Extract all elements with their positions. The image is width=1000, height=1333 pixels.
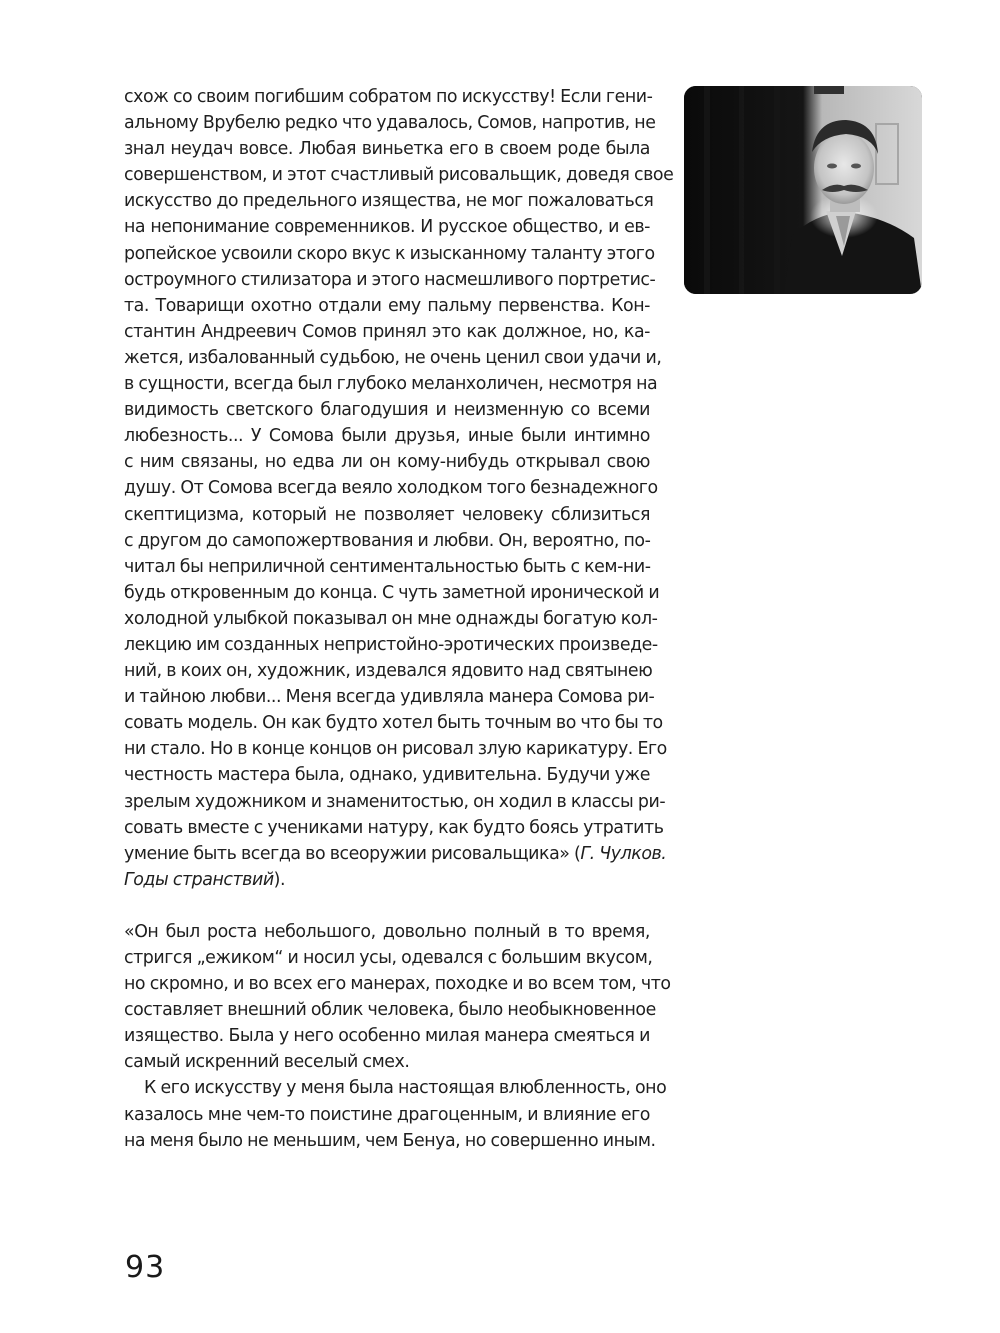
text-line: зрелым художником и знаменитостью, он ходил в классы ри- <box>124 791 666 812</box>
text-line: на непонимание современников. И русское общество, и ев- <box>124 217 650 238</box>
text-line: составляет внешний облик человека, было необыкновенное <box>124 1000 656 1021</box>
text-line: К его искусству у меня была настоящая влюбленность, оно <box>144 1078 667 1099</box>
text-line: стантин Андреевич Сомов принял это как должное, но, ка- <box>124 321 650 342</box>
text-line: остроумного стилизатора и этого насмешливого портретис- <box>124 269 656 290</box>
text-line: но скромно, и во всех его манерах, походке и во всем том, что <box>124 974 671 995</box>
portrait-image-icon <box>684 86 922 294</box>
text-line: казалось мне чем-то поистине драгоценным, и влияние его <box>124 1104 650 1125</box>
text-line: ропейское усвоили скоро вкус к изысканному таланту этого <box>124 243 655 264</box>
text-line-with-citation <box>124 841 667 867</box>
text-line: в сущности, всегда был глубоко меланхоличен, несмотря на <box>124 374 658 395</box>
paragraph-2 <box>124 919 671 1076</box>
text-line: любезность... У Сомова были друзья, иные были интимно <box>124 426 650 447</box>
text-line: стригся „ежиком“ и носил усы, одевался с большим вкусом, <box>124 948 653 968</box>
citation-line <box>124 867 650 893</box>
text-line: самый искренний веселый смех. <box>124 1052 410 1073</box>
text-line: знал неудач вовсе. Любая виньетка его в своем роде была <box>124 139 650 160</box>
text-line: ний, в коих он, художник, издевался ядовито над святынею <box>124 661 653 682</box>
text-line: на меня было не меньшим, чем Бенуа, но совершенно иным. <box>124 1130 656 1151</box>
paragraph-3 <box>124 1075 667 1153</box>
text-line: схож со своим погибшим собратом по искусству! Если гени- <box>124 87 653 107</box>
text-line: жется, избалованный судьбою, не очень ценил свои удачи и, <box>124 347 662 368</box>
text-line: «Он был роста небольшого, довольно полный в то время, <box>124 921 650 942</box>
text-line: будь откровенным до конца. С чуть заметной иронической и <box>124 582 660 603</box>
text-line: совать вместе с учениками натуру, как будто боясь утратить <box>124 817 664 838</box>
text-line: искусство до предельного изящества, не мог пожаловаться <box>124 191 654 212</box>
text-line: холодной улыбкой показывал он мне однажды богатую кол- <box>124 608 658 629</box>
portrait-photo <box>684 86 922 294</box>
paragraph-1 <box>124 84 674 893</box>
text-line: альному Врубелю редко что удавалось, Сомов, напротив, не <box>124 113 656 134</box>
text-line: с другом до самопожертвования и любви. Он, вероятно, по- <box>124 530 651 551</box>
citation-close: ). <box>273 869 286 890</box>
body-text <box>124 84 674 1154</box>
citation-author: Г. Чулков. <box>580 843 667 864</box>
text-line: совершенством, и этот счастливый рисовальщик, доведя свое <box>124 165 674 186</box>
text-line: та. Товарищи охотно отдали ему пальму первенства. Кон- <box>124 295 650 316</box>
text-line: честность мастера была, однако, удивительна. Будучи уже <box>124 765 650 786</box>
text-line: ни стало. Но в конце концов он рисовал злую карикатуру. Его <box>124 739 667 760</box>
paragraph-gap <box>124 893 650 919</box>
citation-title: Годы странствий <box>124 869 274 890</box>
text-line: читал бы неприличной сентиментальностью быть с кем-ни- <box>124 556 651 577</box>
text-line: совать модель. Он как будто хотел быть точным во что бы то <box>124 713 663 734</box>
page-number: 93 <box>125 1250 166 1285</box>
text-line: лекцию им созданных непристойно-эротических произведе- <box>124 634 658 655</box>
text-line: и тайною любви... Меня всегда удивляла манера Сомова ри- <box>124 687 655 708</box>
text-fragment: умение быть всегда во всеоружии рисовальщика» ( <box>124 843 581 864</box>
text-line: скептицизма, который не позволяет человеку сблизиться <box>124 504 650 525</box>
text-line: с ним связаны, но едва ли он кому-нибудь открывал свою <box>124 452 650 473</box>
text-line: видимость светского благодушия и неизменную со всеми <box>124 400 650 421</box>
text-line: изящество. Была у него особенно милая манера смеяться и <box>124 1026 650 1047</box>
text-line: душу. От Сомова всегда веяло холодком того безнадежного <box>124 478 658 499</box>
